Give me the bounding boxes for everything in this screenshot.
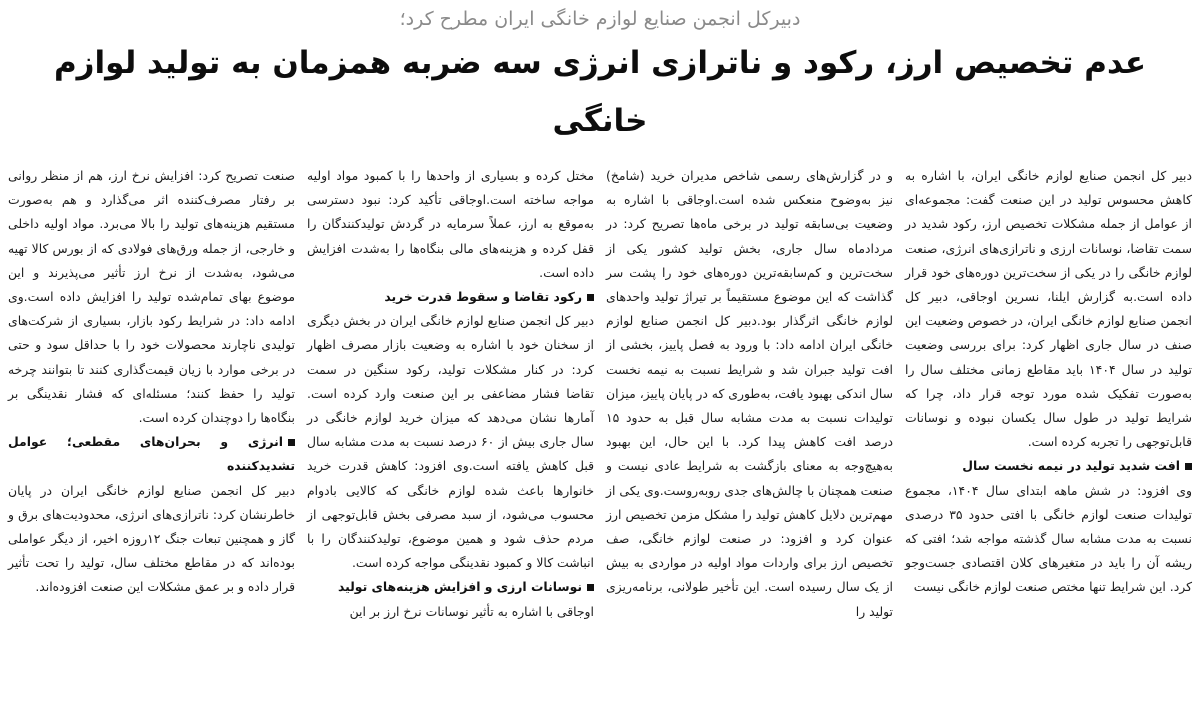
article-headline: عدم تخصیص ارز، رکود و ناترازی انرژی سه ضربه همزمان به تولید لوازم خانگی [53, 45, 1147, 139]
square-bullet-icon [587, 294, 594, 301]
section-heading-text: انرژی و بحران‌های مقطعی؛ عوامل تشدیدکننده [8, 434, 295, 474]
article-column-3 [307, 164, 594, 624]
paragraph: و در گزارش‌های رسمی شاخص مدیران خرید (شامخ) نیز به‌وضوح منعکس شده است.اوجاقی با اشاره به وضعیت بی‌سابقه تولید در برخی ماه‌ها تصریح کرد: در مردادماه سال جاری، بخش تولید کشور یکی از سخت‌ترین و کم‌سابقه‌ترین دوره‌های خود را پشت سر گذاشت که این موضوع مستقیماً بر تیراژ تولید واحدهای لوازم خانگی اثرگذار بود.دبیر کل انجمن صنایع لوازم خانگی ایران ادامه داد: با ورود به فصل پاییز، بخشی از افت تولید جبران شد و شرایط نسبت به نیمه نخست سال اندکی بهبود یافت، به‌طوری که در پایان پاییز، میزان تولیدات نسبت به مدت مشابه سال قبل به حدود ۱۵ درصد افت کاهش پیدا کرد. با این حال، این بهبود به‌هیچ‌وجه به معنای بازگشت به شرایط عادی نیست و صنعت همچنان با چالش‌های جدی روبه‌روست.وی یکی از مهم‌ترین دلایل کاهش تولید را مشکل مزمن تخصیص ارز عنوان کرد و افزود: در صنعت لوازم خانگی، صف تخصیص ارز برای واردات مواد اولیه در مواردی به بیش از یک سال رسیده است. این تأخیر طولانی، برنامه‌ریزی تولید را [606, 168, 893, 619]
paragraph: دبیر کل انجمن صنایع لوازم خانگی ایران در پایان خاطرنشان کرد: ناترازی‌های انرژی، محدودیت‌های برق و گاز و همچنین تبعات جنگ ۱۲روزه اخیر، از دیگر عواملی بوده‌اند که در مقاطع مختلف سال، تولید را تحت تأثیر قرار داده و بر عمق مشکلات این صنعت افزوده‌اند. [8, 482, 295, 595]
article-column-2 [606, 164, 893, 624]
article-kicker: دبیرکل انجمن صنایع لوازم خانگی ایران مطرح کرد؛ [399, 8, 801, 30]
section-heading-text: نوسانات ارزی و افزایش هزینه‌های تولید [337, 579, 582, 595]
article-body [8, 164, 1192, 624]
section-heading [307, 285, 594, 309]
section-heading [8, 430, 295, 478]
paragraph: صنعت تصریح کرد: افزایش نرخ ارز، هم از منظر روانی بر رفتار مصرف‌کننده اثر می‌گذارد و هم به‌صورت مستقیم هزینه‌های تولید را بالا می‌برد. مواد اولیه داخلی و خارجی، از جمله ورق‌های فولادی که از بورس کالا تهیه می‌شود، به‌شدت از نرخ ارز تأثیر می‌پذیرند و این موضوع بهای تمام‌شده تولید را افزایش داده است.وی ادامه داد: در شرایط رکود بازار، بسیاری از شرکت‌های تولیدی ناچارند محصولات خود را با حداقل سود و حتی در برخی موارد با زیان قیمت‌گذاری کنند تا بتوانند چرخه تولید را حفظ کنند؛ مسئله‌ای که فشار نقدینگی بر بنگاه‌ها را دوچندان کرده است. [8, 168, 295, 426]
section-heading-text: رکود تقاضا و سقوط قدرت خرید [384, 289, 582, 305]
section-heading-text: افت شدید تولید در نیمه نخست سال [962, 458, 1180, 474]
section-heading [307, 575, 594, 599]
paragraph: دبیر کل انجمن صنایع لوازم خانگی ایران در بخش دیگری از سخنان خود با اشاره به وضعیت بازار مصرف اظهار کرد: در کنار مشکلات تولید، رکود سنگین در سمت تقاضا فشار مضاعفی بر این صنعت وارد کرده است. آمارها نشان می‌دهد که میزان خرید لوازم خانگی در سال جاری بیش از ۶۰ درصد نسبت به مدت مشابه سال قبل کاهش یافته است.وی افزود: کاهش قدرت خرید خانوارها باعث شده لوازم خانگی که کالایی بادوام محسوب می‌شود، از سبد مصرفی بخش قابل‌توجهی از مردم حذف شود و همین موضوع، تولیدکنندگان را با انباشت کالا و کمبود نقدینگی مواجه کرده است. [307, 313, 594, 571]
article-column-1 [905, 164, 1192, 624]
paragraph: مختل کرده و بسیاری از واحدها را با کمبود مواد اولیه مواجه ساخته است.اوجاقی تأکید کرد: نبود دسترسی به‌موقع به ارز، عملاً سرمایه در گردش تولیدکنندگان را قفل کرده و هزینه‌های مالی بنگاه‌ها را به‌شدت افزایش داده است. [307, 168, 594, 280]
square-bullet-icon [1185, 463, 1192, 470]
paragraph: اوجاقی با اشاره به تأثیر نوسانات نرخ ارز بر این [349, 603, 594, 619]
section-heading [905, 454, 1192, 478]
paragraph: دبیر کل انجمن صنایع لوازم خانگی ایران، با اشاره به کاهش محسوس تولید در این صنعت گفت: مجموعه‌ای از عوامل از جمله مشکلات تخصیص ارز، رکود شدید در سمت تقاضا، نوسانات ارزی و ناترازی‌های انرژی، صنعت لوازم خانگی را در یکی از سخت‌ترین دوره‌های خود قرار داده است.به گزارش ایلنا، نسرین اوجاقی، دبیر کل انجمن صنایع لوازم خانگی ایران، در خصوص وضعیت این صنف در سال جاری اظهار کرد: برای بررسی وضعیت تولید در سال ۱۴۰۴ باید مقاطع زمانی مختلف سال را به‌صورت تفکیک شده مورد توجه قرار داد، چرا که شرایط تولید در طول سال یکسان نبوده و نوسانات قابل‌توجهی را تجربه کرده است. [905, 168, 1192, 450]
article-column-4 [8, 164, 295, 624]
paragraph: وی افزود: در شش ماهه ابتدای سال ۱۴۰۴، مجموع تولیدات صنعت لوازم خانگی با افتی حدود ۳۵ درصدی نسبت به مدت مشابه سال گذشته مواجه شد؛ افتی که ریشه آن را باید در متغیرهای کلان اقتصادی جست‌وجو کرد. این شرایط تنها مختص صنعت لوازم خانگی نیست [905, 482, 1192, 595]
square-bullet-icon [288, 439, 295, 446]
square-bullet-icon [587, 584, 594, 591]
